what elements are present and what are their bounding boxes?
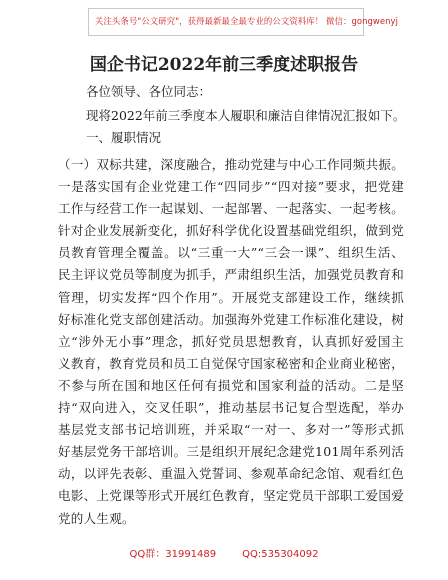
contact-footer (0, 545, 448, 560)
body-paragraph: （一）双标共建，深度融合，推动党建与中心工作同频共振。一是落实国有企业党建工作“四同步”“四对接”要求，把党建工作与经营工作一起谋划、一起部署、一起落实、一起考核。针对企业发展新变化，抓好科学优化设置基础党组织，做到党员教育管理全覆盖。以“三重一大”“三会一课”、组织生活、民主评议党员等制度为抓手，严肃组织生活，加强党员教育和管理，切实发挥“四个作用”。开展党支部建设工作，继续抓好标准化党支部创建活动。加强海外党建工作标准化建设，树立“涉外无小事”理念，抓好党员思想教育，认真抓好爱国主义教育，教育党员和员工自觉保守国家秘密和企业商业秘密，不参与所在国和地区任何有损党和国家利益的活动。二是坚持“双向进入，交叉任职”，推动基层书记复合型选配，举办基层党支部书记培训班，并采取“一对一、多对一”等形式抓好基层党务干部培训。三是组织开展纪念建党101周年系列活动，以评先表彰、重温入党誓词、参观革命纪念馆、观看红色电影、上党课等形式开展红色教育，坚定党员干部职工爱国爱党的人生观。 (58, 157, 404, 526)
intro-sentence: 现将2022年前三季度本人履职和廉洁自律情况汇报如下。 (86, 108, 406, 123)
promo-banner-text: 关注头条号"公文研究"，获得最新最全最专业的公文资料库！ 微信：gongwenyj (95, 16, 398, 26)
greeting: 各位领导、各位同志： (86, 84, 212, 99)
section-heading: 一、履职情况 (86, 130, 162, 145)
qq-text: QQ:535304092 (242, 549, 319, 560)
document-title: 国企书记2022年前三季度述职报告 (89, 55, 359, 75)
qq-group-text: QQ群：31991489 (129, 549, 217, 560)
promo-banner (88, 8, 398, 36)
